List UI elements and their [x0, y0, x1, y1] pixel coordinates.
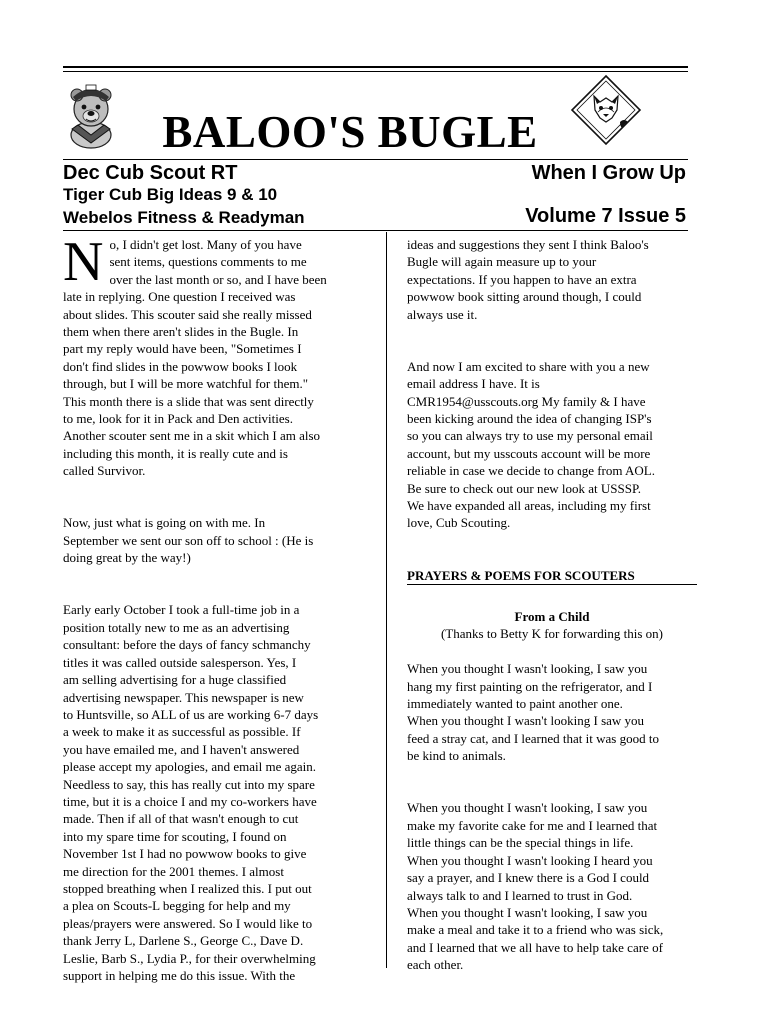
text-line: to Huntsville, so ALL of us are working 6-7 days [63, 706, 319, 722]
text-line: Bugle will again measure up to your [407, 254, 597, 270]
text-line: pleas/prayers were answered. So I would like to [63, 915, 313, 931]
text-line: We have expanded all areas, including my first [407, 498, 651, 514]
text-line: always talk to and I learned to trust in God. [407, 887, 633, 903]
text-line: thank Jerry L, Darlene S., George C., Dave D. [63, 933, 304, 949]
text-line: titles it was called outside salesperson. Yes, I [63, 654, 297, 670]
text-line: feed a stray cat, and I learned that it was good to [407, 730, 659, 746]
text-line: Be sure to check out our new look at USSSP. [407, 480, 641, 496]
text-line: advertising newspaper. This newspaper is new [63, 689, 304, 705]
paragraph-suggestions [407, 236, 697, 323]
header-rule [63, 159, 688, 160]
paragraph-son-school [63, 514, 353, 566]
text-line: immediately wanted to paint another one. [407, 696, 623, 712]
text-line: When you thought I wasn't looking I saw you [407, 713, 645, 729]
text-line: When you thought I wasn't looking, I saw you [407, 904, 648, 920]
text-line: stopped breathing when I realized this. I put out [63, 880, 312, 896]
text-line: Now, just what is going on with me. In [63, 515, 266, 531]
poem-credit: (Thanks to Betty K for forwarding this on) [440, 626, 664, 642]
text-line: through, but I will be more watchful for them." [63, 376, 309, 392]
text-line: been kicking around the idea of changing ISP's [407, 411, 652, 427]
drop-cap: N [63, 231, 104, 293]
text-line: o, I didn't get lost. Many of you have [109, 237, 302, 252]
top-rule-thick [63, 66, 688, 68]
text-line: CMR1954@usscouts.org My family & I have [407, 393, 646, 409]
text-line: make a meal and take it to a friend who was sick, [407, 922, 664, 938]
intro-first-lines [63, 231, 353, 293]
text-line: position totally new to me as an advertising [63, 619, 290, 635]
text-line: time, but it is a choice I and my co-workers have [63, 793, 317, 809]
text-line: to me, look for it in Pack and Den activities. [63, 411, 293, 427]
text-line: make my favorite cake for me and I learned that [407, 817, 658, 833]
top-rule-thin [63, 71, 688, 72]
text-line: Leslie, Barb S., Lydia P., for their overwhelming [63, 950, 316, 966]
text-line: made. Then if all of that wasn't enough to cut [63, 811, 299, 827]
poem-stanza-2 [407, 799, 697, 973]
poem-title: From a Child [514, 609, 590, 625]
text-line: part my reply would have been, "Sometimes I [63, 341, 302, 357]
text-line: Needless to say, this has really cut into my spare [63, 776, 315, 792]
text-line: September we sent our son off to school : (He is [63, 532, 314, 548]
text-line: and I learned that we all have to help take care of [407, 939, 663, 955]
text-line: them when there aren't slides in the Bugle. In [63, 324, 299, 340]
text-line: each other. [407, 957, 464, 973]
text-line: you have emailed me, and I haven't answered [63, 741, 300, 757]
text-line: over the last month or so, and I have been [109, 271, 327, 287]
text-line: late in replying. One question I received was [63, 289, 296, 305]
poem-stanza-1 [407, 660, 697, 764]
text-line: Another scouter sent me in a skit which I am also [63, 428, 321, 444]
header-volume-issue: Volume 7 Issue 5 [525, 205, 686, 227]
text-line: email address I have. It is [407, 376, 540, 392]
paragraph-email [407, 358, 697, 532]
text-line: And now I am excited to share with you a new [407, 358, 650, 374]
text-line: When you thought I wasn't looking I heard you [407, 852, 653, 868]
header-tiger-cub: Tiger Cub Big Ideas 9 & 10 [63, 185, 278, 204]
text-line: When you thought I wasn't looking, I saw you [407, 661, 648, 677]
header-meeting-title: Dec Cub Scout RT [63, 162, 238, 184]
text-line: doing great by the way!) [63, 550, 191, 566]
text-line: consultant: before the days of fancy schmanchy [63, 637, 311, 653]
header-webelos: Webelos Fitness & Readyman [63, 208, 305, 227]
text-line: always use it. [407, 306, 478, 322]
text-line: about slides. This scouter said she really missed [63, 306, 312, 322]
right-column [407, 236, 697, 974]
text-line: expectations. If you happen to have an extra [407, 271, 637, 287]
header-theme: When I Grow Up [531, 162, 686, 184]
text-line: reliable in case we decide to change from AOL. [407, 463, 655, 479]
header-bottom-rule [63, 230, 688, 231]
text-line: November 1st I had no powwow books to give [63, 846, 307, 862]
text-line: am selling advertising for a huge classified [63, 672, 287, 688]
masthead-title: BALOO'S BUGLE [162, 107, 538, 157]
text-line: hang my first painting on the refrigerator, and I [407, 678, 653, 694]
text-line: don't find slides in the powwow books I look [63, 358, 298, 374]
text-line: please accept my apologies, and email me again. [63, 759, 317, 775]
text-line: into my spare time for scouting, I found on [63, 828, 287, 844]
text-line: Early early October I took a full-time job in a [63, 602, 300, 618]
text-line: a plea on Scouts-L begging for help and my [63, 898, 291, 914]
text-line: powwow book sitting around though, I could [407, 289, 642, 305]
text-line: so you can always try to use my personal email [407, 428, 653, 444]
text-line: be kind to animals. [407, 748, 506, 764]
paragraph-new-job [63, 601, 353, 984]
cub-scout-emblem-icon [570, 74, 642, 146]
text-line: support in helping me do this issue. With the [63, 968, 296, 983]
text-line: me direction for the 2001 themes. I almost [63, 863, 284, 879]
text-line: called Survivor. [63, 463, 146, 479]
text-line: little things can be the special things in life. [407, 835, 634, 851]
text-line: including this month, it is really cute and is [63, 445, 288, 461]
text-line: When you thought I wasn't looking, I saw you [407, 800, 648, 816]
bear-mascot-icon [60, 77, 122, 149]
left-column [63, 231, 353, 984]
text-line: sent items, questions comments to me [109, 254, 307, 270]
intro-paragraph [63, 231, 353, 480]
text-line: say a prayer, and I knew there is a God I could [407, 870, 650, 886]
text-line: This month there is a slide that was sent directly [63, 393, 314, 409]
section-heading: PRAYERS & POEMS FOR SCOUTERS [407, 567, 697, 585]
text-line: ideas and suggestions they sent I think Baloo's [407, 237, 649, 252]
column-divider [386, 232, 387, 968]
text-line: account, but my usscouts account will be more [407, 445, 651, 461]
text-line: a week to make it as successful as possible. If [63, 724, 301, 740]
text-line: love, Cub Scouting. [407, 515, 511, 531]
